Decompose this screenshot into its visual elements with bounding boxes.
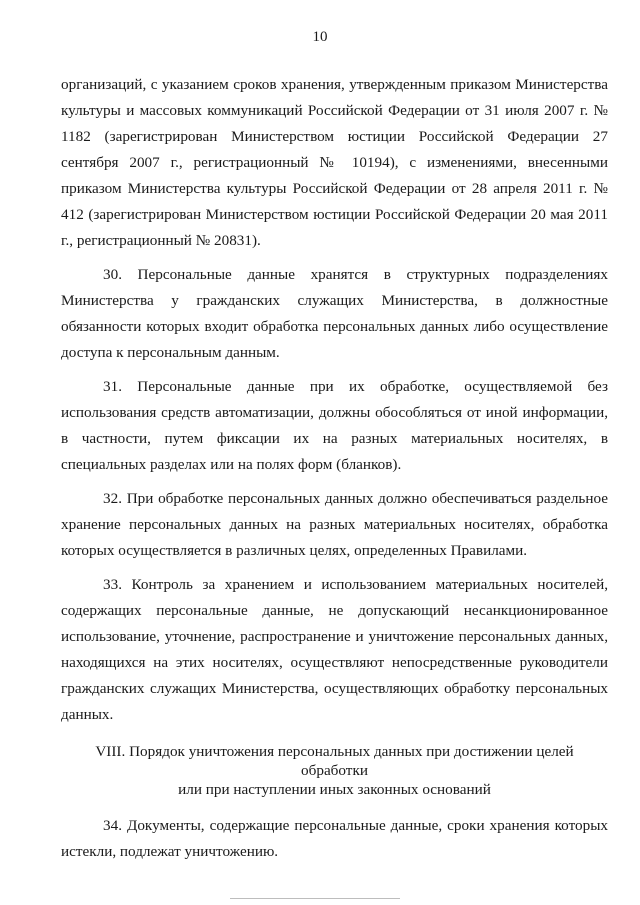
section-heading [61,742,608,799]
paragraph-32: 32. При обработке персональных данных должно обеспечиваться раздельное хранение персональных данных на разных материальных носителях, обработка которых осуществляется в различных целях, определенных Правилами. [61,490,608,559]
paragraph-30: 30. Персональные данные хранятся в структурных подразделениях Министерства у гражданских служащих Министерства, в должностные обязанности которых входит обработка персональных данных либо осуществление доступа к персональным данным. [61,266,608,361]
page-number: 10 [312,29,328,45]
paragraph-31: 31. Персональные данные при их обработке, осуществляемой без использования средств автоматизации, должны обособляться от иной информации, в частности, путем фиксации их на разных материальных носителях, в специальных разделах или на полях форм (бланков). [61,378,608,473]
scan-edge-line [230,898,400,899]
paragraph-33: 33. Контроль за хранением и использованием материальных носителей, содержащих персональные данные, не допускающий несанкционированное использование, уточнение, распространение и уничтожение персональных данных, находящихся на этих носителях, осуществляют непосредственные руководители гражданских служащих Министерства, осуществляющих обработку персональных данных. [61,576,608,723]
section-heading-line2: или при наступлении иных законных оснований [178,781,491,798]
document-body [61,72,608,873]
section-heading-line1: VIII. Порядок уничтожения персональных данных при достижении целей обработки [95,743,574,779]
paragraph-34: 34. Документы, содержащие персональные данные, сроки хранения которых истекли, подлежат уничтожению. [61,817,608,860]
paragraph-continuation: организаций, с указанием сроков хранения, утвержденным приказом Министерства культуры и массовых коммуникаций Российской Федерации от 31 июля 2007 г. № 1182 (зарегистрирован Министерством юстиции Российской Федерации 27 сентября 2007 г., регистрационный № 10194), с изменениями, внесенными приказом Министерства культуры Российской Федерации от 28 апреля 2011 г. № 412 (зарегистрирован Министерством юстиции Российской Федерации 20 мая 2011 г., регистрационный № 20831). [61,76,608,249]
